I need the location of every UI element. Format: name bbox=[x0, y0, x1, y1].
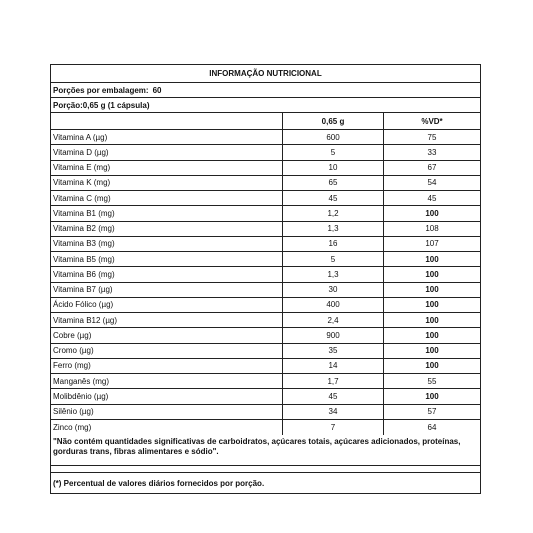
table-row bbox=[51, 389, 480, 404]
portion-label: Porção:0,65 g (1 cápsula) bbox=[53, 100, 150, 110]
daily-value-footnote bbox=[51, 473, 480, 493]
nutrient-amount: 34 bbox=[283, 405, 384, 419]
nutrient-amount: 1,3 bbox=[283, 222, 384, 236]
nutrient-amount: 30 bbox=[283, 283, 384, 297]
nutrient-name: Vitamina C (mg) bbox=[51, 191, 283, 205]
nutrient-name: Cobre (µg) bbox=[51, 328, 283, 342]
table-title bbox=[51, 65, 480, 83]
nutrient-name: Vitamina A (µg) bbox=[51, 130, 283, 144]
nutrient-name: Vitamina B6 (mg) bbox=[51, 267, 283, 281]
servings-label: Porções por embalagem: bbox=[53, 85, 149, 95]
table-row bbox=[51, 359, 480, 374]
table-row bbox=[51, 222, 480, 237]
nutrient-daily-value: 45 bbox=[427, 193, 437, 203]
nutrient-name: Vitamina K (mg) bbox=[51, 176, 283, 190]
nutrient-name: Silênio (µg) bbox=[51, 405, 283, 419]
table-row bbox=[51, 283, 480, 298]
header-nutrient bbox=[51, 113, 283, 129]
nutrient-amount: 1,2 bbox=[283, 206, 384, 220]
nutrient-amount: 1,7 bbox=[283, 374, 384, 388]
nutrient-amount: 600 bbox=[283, 130, 384, 144]
nutrient-amount: 5 bbox=[283, 252, 384, 266]
nutrient-rows bbox=[51, 130, 480, 435]
nutrient-amount: 5 bbox=[283, 145, 384, 159]
disclaimer-note bbox=[51, 435, 480, 466]
nutrient-name: Ferro (mg) bbox=[51, 359, 283, 373]
nutrient-name: Manganês (mg) bbox=[51, 374, 283, 388]
nutrient-name: Vitamina B12 (µg) bbox=[51, 313, 283, 327]
nutrient-daily-value: 100 bbox=[425, 361, 439, 371]
table-row bbox=[51, 252, 480, 267]
nutrient-name: Vitamina E (mg) bbox=[51, 161, 283, 175]
nutrient-daily-value: 100 bbox=[425, 208, 439, 218]
table-row bbox=[51, 298, 480, 313]
nutrition-facts-table bbox=[50, 64, 481, 494]
nutrient-daily-value: 100 bbox=[425, 269, 439, 279]
table-row bbox=[51, 267, 480, 282]
nutrient-daily-value: 100 bbox=[425, 346, 439, 356]
table-row bbox=[51, 176, 480, 191]
nutrient-amount: 45 bbox=[283, 389, 384, 403]
nutrient-name: Cromo (µg) bbox=[51, 344, 283, 358]
nutrient-name: Zinco (mg) bbox=[51, 420, 283, 435]
nutrient-daily-value: 64 bbox=[427, 422, 437, 432]
nutrient-name: Vitamina B7 (µg) bbox=[51, 283, 283, 297]
nutrient-daily-value: 57 bbox=[427, 407, 437, 417]
nutrient-daily-value: 100 bbox=[425, 391, 439, 401]
nutrient-daily-value: 100 bbox=[425, 300, 439, 310]
nutrient-daily-value: 107 bbox=[425, 239, 439, 249]
disclaimer-text: "Não contém quantidades significativas de carboidratos, açúcares totais, açúcares adicionados, proteínas, gorduras trans, fibras alimentares e sódio". bbox=[53, 437, 461, 456]
table-header-row bbox=[51, 113, 480, 130]
nutrient-daily-value: 100 bbox=[425, 315, 439, 325]
nutrient-amount: 14 bbox=[283, 359, 384, 373]
nutrient-name: Molibdênio (µg) bbox=[51, 389, 283, 403]
nutrient-daily-value: 33 bbox=[427, 147, 437, 157]
nutrient-amount: 45 bbox=[283, 191, 384, 205]
table-row bbox=[51, 145, 480, 160]
nutrient-amount: 7 bbox=[283, 420, 384, 435]
nutrient-amount: 900 bbox=[283, 328, 384, 342]
footnote-text: (*) Percentual de valores diários fornecidos por porção. bbox=[53, 478, 265, 488]
nutrient-amount: 35 bbox=[283, 344, 384, 358]
table-row bbox=[51, 344, 480, 359]
nutrient-daily-value: 75 bbox=[427, 132, 437, 142]
nutrient-daily-value: 55 bbox=[427, 376, 437, 386]
nutrient-daily-value: 100 bbox=[425, 285, 439, 295]
nutrient-amount: 2,4 bbox=[283, 313, 384, 327]
servings-value: 60 bbox=[152, 85, 162, 95]
table-row bbox=[51, 328, 480, 343]
servings-per-package bbox=[51, 83, 480, 98]
nutrient-name: Vitamina B2 (mg) bbox=[51, 222, 283, 236]
table-title-text: INFORMAÇÃO NUTRICIONAL bbox=[209, 69, 322, 78]
nutrient-amount: 16 bbox=[283, 237, 384, 251]
nutrient-name: Ácido Fólico (µg) bbox=[51, 298, 283, 312]
nutrient-daily-value: 108 bbox=[425, 224, 439, 234]
table-row bbox=[51, 420, 480, 435]
nutrient-daily-value: 54 bbox=[427, 178, 437, 188]
nutrient-amount: 1,3 bbox=[283, 267, 384, 281]
header-daily-value: %VD* bbox=[421, 116, 443, 126]
nutrient-daily-value: 100 bbox=[425, 254, 439, 264]
nutrient-amount: 65 bbox=[283, 176, 384, 190]
table-row bbox=[51, 405, 480, 420]
table-row bbox=[51, 130, 480, 145]
nutrient-daily-value: 67 bbox=[427, 163, 437, 173]
nutrient-name: Vitamina D (µg) bbox=[51, 145, 283, 159]
table-row bbox=[51, 206, 480, 221]
spacer-row bbox=[51, 466, 480, 473]
nutrient-name: Vitamina B5 (mg) bbox=[51, 252, 283, 266]
table-row bbox=[51, 161, 480, 176]
nutrient-daily-value: 100 bbox=[425, 330, 439, 340]
header-amount: 0,65 g bbox=[283, 113, 384, 129]
portion-size bbox=[51, 98, 480, 113]
nutrient-name: Vitamina B3 (mg) bbox=[51, 237, 283, 251]
nutrient-amount: 400 bbox=[283, 298, 384, 312]
table-row bbox=[51, 237, 480, 252]
nutrient-name: Vitamina B1 (mg) bbox=[51, 206, 283, 220]
table-row bbox=[51, 313, 480, 328]
table-row bbox=[51, 191, 480, 206]
nutrient-amount: 10 bbox=[283, 161, 384, 175]
table-row bbox=[51, 374, 480, 389]
